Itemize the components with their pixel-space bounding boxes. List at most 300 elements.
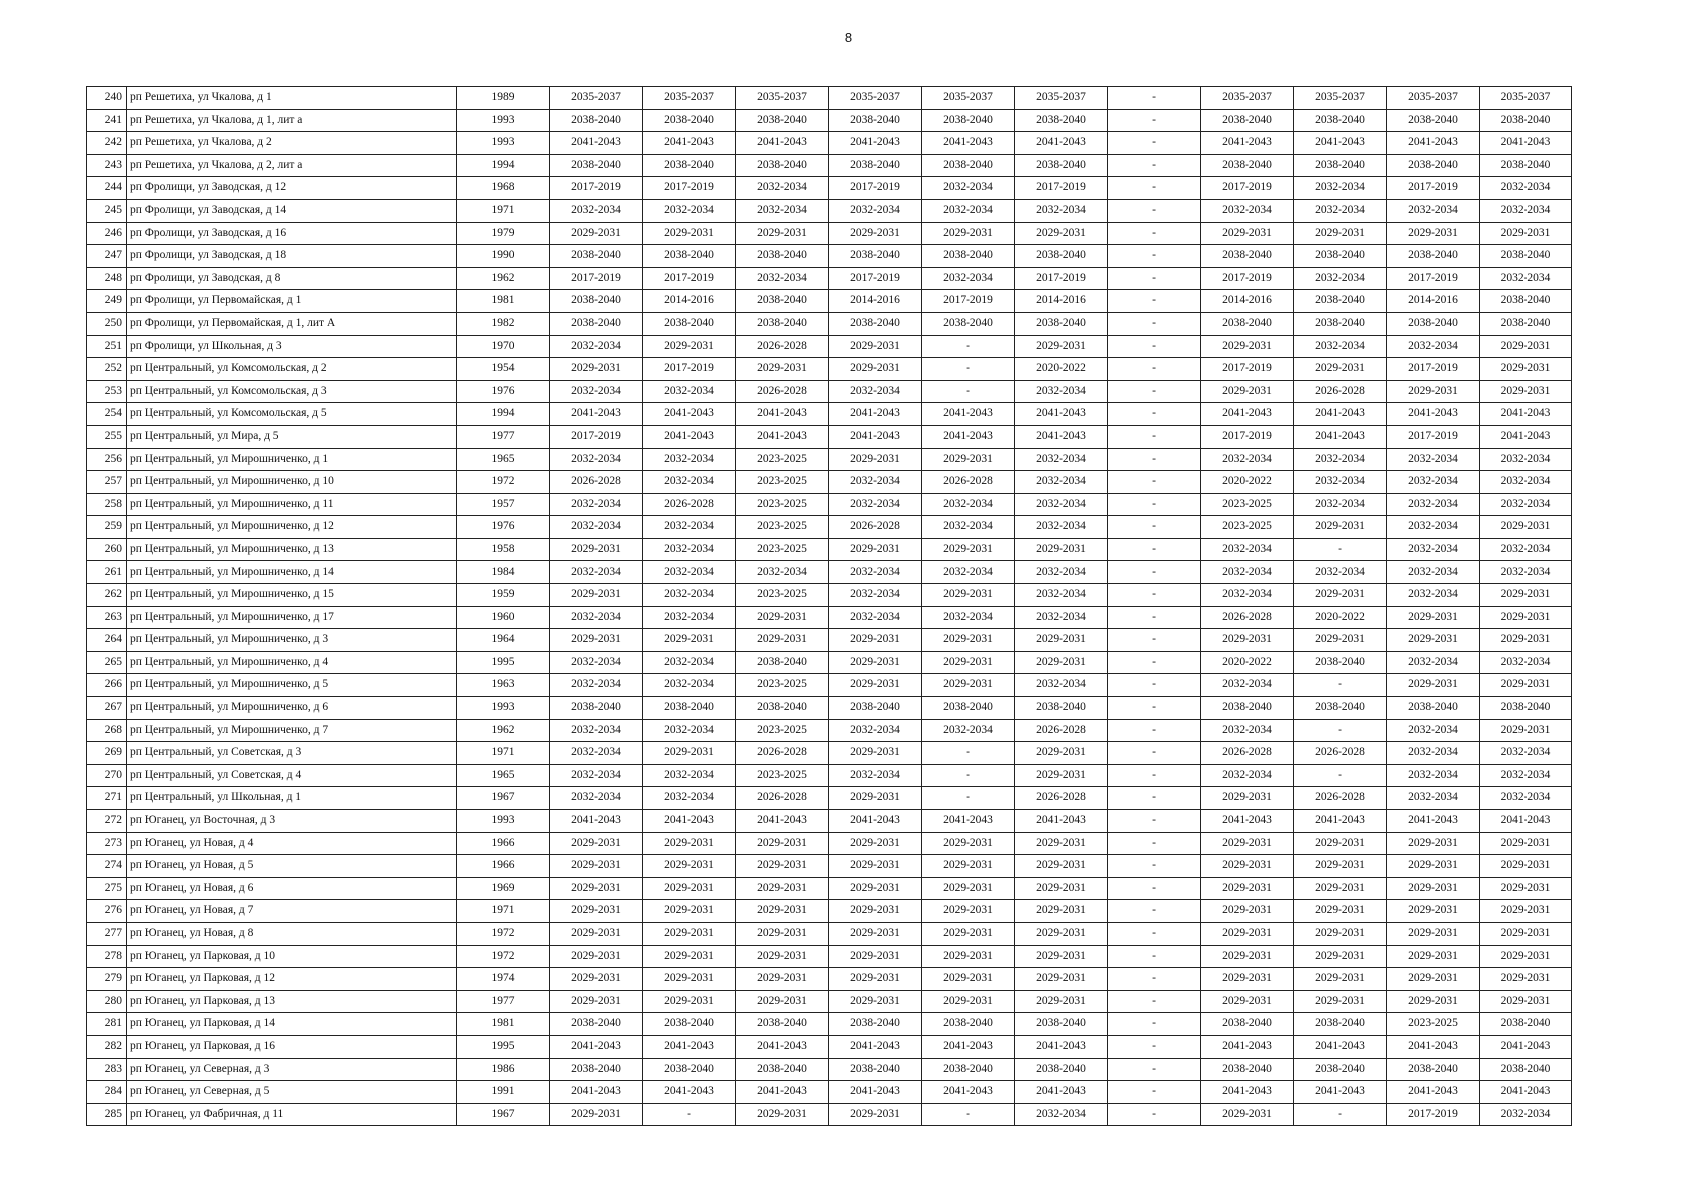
period-cell-9: 2020-2022 bbox=[1294, 606, 1387, 629]
row-number-cell: 273 bbox=[87, 832, 127, 855]
period-cell-6: 2014-2016 bbox=[1015, 290, 1108, 313]
address-cell: рп Фролищи, ул Первомайская, д 1, лит А bbox=[127, 312, 457, 335]
period-cell-8: 2029-2031 bbox=[1201, 900, 1294, 923]
row-number-cell: 271 bbox=[87, 787, 127, 810]
period-cell-6: 2041-2043 bbox=[1015, 1035, 1108, 1058]
period-cell-2: 2026-2028 bbox=[643, 493, 736, 516]
period-cell-7: - bbox=[1108, 719, 1201, 742]
period-cell-1: 2029-2031 bbox=[550, 968, 643, 991]
table-row bbox=[87, 855, 1572, 878]
period-cell-11: 2029-2031 bbox=[1480, 990, 1572, 1013]
table-row bbox=[87, 222, 1572, 245]
address-cell: рп Юганец, ул Новая, д 5 bbox=[127, 855, 457, 878]
period-cell-11: 2038-2040 bbox=[1480, 312, 1572, 335]
period-cell-6: 2032-2034 bbox=[1015, 471, 1108, 494]
row-number-cell: 267 bbox=[87, 697, 127, 720]
period-cell-2: 2029-2031 bbox=[643, 832, 736, 855]
address-cell: рп Юганец, ул Фабричная, д 11 bbox=[127, 1103, 457, 1126]
build-year-cell: 1981 bbox=[457, 1013, 550, 1036]
period-cell-9: 2032-2034 bbox=[1294, 561, 1387, 584]
address-cell: рп Центральный, ул Комсомольская, д 5 bbox=[127, 403, 457, 426]
row-number-cell: 283 bbox=[87, 1058, 127, 1081]
period-cell-10: 2029-2031 bbox=[1387, 877, 1480, 900]
period-cell-11: 2032-2034 bbox=[1480, 1103, 1572, 1126]
period-cell-8: 2023-2025 bbox=[1201, 493, 1294, 516]
period-cell-9: 2029-2031 bbox=[1294, 516, 1387, 539]
table-row bbox=[87, 448, 1572, 471]
address-cell: рп Юганец, ул Парковая, д 10 bbox=[127, 945, 457, 968]
period-cell-7: - bbox=[1108, 312, 1201, 335]
period-cell-4: 2029-2031 bbox=[829, 674, 922, 697]
row-number-cell: 259 bbox=[87, 516, 127, 539]
period-cell-11: 2029-2031 bbox=[1480, 380, 1572, 403]
period-cell-10: 2029-2031 bbox=[1387, 674, 1480, 697]
period-cell-4: 2029-2031 bbox=[829, 855, 922, 878]
period-cell-2: 2032-2034 bbox=[643, 764, 736, 787]
period-cell-4: 2041-2043 bbox=[829, 1035, 922, 1058]
build-year-cell: 1976 bbox=[457, 380, 550, 403]
period-cell-8: 2029-2031 bbox=[1201, 877, 1294, 900]
table-row bbox=[87, 403, 1572, 426]
period-cell-8: 2041-2043 bbox=[1201, 1035, 1294, 1058]
period-cell-10: 2041-2043 bbox=[1387, 403, 1480, 426]
period-cell-4: 2029-2031 bbox=[829, 358, 922, 381]
period-cell-3: 2023-2025 bbox=[736, 584, 829, 607]
period-cell-1: 2029-2031 bbox=[550, 900, 643, 923]
period-cell-11: 2029-2031 bbox=[1480, 855, 1572, 878]
period-cell-6: 2029-2031 bbox=[1015, 629, 1108, 652]
period-cell-5: - bbox=[922, 764, 1015, 787]
address-cell: рп Центральный, ул Мира, д 5 bbox=[127, 425, 457, 448]
table-row bbox=[87, 900, 1572, 923]
row-number-cell: 284 bbox=[87, 1081, 127, 1104]
period-cell-9: 2029-2031 bbox=[1294, 832, 1387, 855]
period-cell-10: 2038-2040 bbox=[1387, 154, 1480, 177]
period-cell-7: - bbox=[1108, 471, 1201, 494]
period-cell-8: 2029-2031 bbox=[1201, 629, 1294, 652]
build-year-cell: 1979 bbox=[457, 222, 550, 245]
period-cell-1: 2035-2037 bbox=[550, 87, 643, 110]
period-cell-7: - bbox=[1108, 561, 1201, 584]
build-year-cell: 1962 bbox=[457, 719, 550, 742]
build-year-cell: 1958 bbox=[457, 538, 550, 561]
period-cell-7: - bbox=[1108, 403, 1201, 426]
period-cell-8: 2038-2040 bbox=[1201, 697, 1294, 720]
period-cell-10: 2017-2019 bbox=[1387, 1103, 1480, 1126]
address-cell: рп Центральный, ул Мирошниченко, д 10 bbox=[127, 471, 457, 494]
period-cell-8: 2020-2022 bbox=[1201, 651, 1294, 674]
period-cell-4: 2029-2031 bbox=[829, 990, 922, 1013]
period-cell-2: 2029-2031 bbox=[643, 629, 736, 652]
period-cell-4: 2041-2043 bbox=[829, 425, 922, 448]
period-cell-6: 2029-2031 bbox=[1015, 990, 1108, 1013]
row-number-cell: 279 bbox=[87, 968, 127, 991]
period-cell-10: 2038-2040 bbox=[1387, 109, 1480, 132]
table-row bbox=[87, 177, 1572, 200]
period-cell-6: 2029-2031 bbox=[1015, 968, 1108, 991]
period-cell-6: 2029-2031 bbox=[1015, 651, 1108, 674]
period-cell-7: - bbox=[1108, 945, 1201, 968]
row-number-cell: 269 bbox=[87, 742, 127, 765]
table-row bbox=[87, 945, 1572, 968]
period-cell-11: 2029-2031 bbox=[1480, 900, 1572, 923]
period-cell-2: 2038-2040 bbox=[643, 109, 736, 132]
period-cell-7: - bbox=[1108, 538, 1201, 561]
period-cell-1: 2029-2031 bbox=[550, 358, 643, 381]
build-year-cell: 1967 bbox=[457, 787, 550, 810]
period-cell-2: 2032-2034 bbox=[643, 561, 736, 584]
period-cell-3: 2029-2031 bbox=[736, 1103, 829, 1126]
period-cell-10: 2029-2031 bbox=[1387, 832, 1480, 855]
period-cell-7: - bbox=[1108, 267, 1201, 290]
period-cell-6: 2038-2040 bbox=[1015, 697, 1108, 720]
period-cell-10: 2029-2031 bbox=[1387, 380, 1480, 403]
period-cell-7: - bbox=[1108, 448, 1201, 471]
period-cell-3: 2023-2025 bbox=[736, 538, 829, 561]
period-cell-5: 2041-2043 bbox=[922, 810, 1015, 833]
period-cell-10: 2029-2031 bbox=[1387, 855, 1480, 878]
table-row bbox=[87, 538, 1572, 561]
period-cell-10: 2032-2034 bbox=[1387, 584, 1480, 607]
period-cell-7: - bbox=[1108, 87, 1201, 110]
period-cell-6: 2029-2031 bbox=[1015, 538, 1108, 561]
address-cell: рп Решетиха, ул Чкалова, д 1 bbox=[127, 87, 457, 110]
table-row bbox=[87, 1035, 1572, 1058]
address-cell: рп Центральный, ул Мирошниченко, д 13 bbox=[127, 538, 457, 561]
period-cell-5: - bbox=[922, 787, 1015, 810]
table-row bbox=[87, 719, 1572, 742]
row-number-cell: 285 bbox=[87, 1103, 127, 1126]
address-cell: рп Центральный, ул Мирошниченко, д 12 bbox=[127, 516, 457, 539]
row-number-cell: 241 bbox=[87, 109, 127, 132]
period-cell-9: 2035-2037 bbox=[1294, 87, 1387, 110]
row-number-cell: 251 bbox=[87, 335, 127, 358]
period-cell-2: 2038-2040 bbox=[643, 1013, 736, 1036]
period-cell-8: 2023-2025 bbox=[1201, 516, 1294, 539]
period-cell-7: - bbox=[1108, 1058, 1201, 1081]
address-cell: рп Центральный, ул Мирошниченко, д 17 bbox=[127, 606, 457, 629]
period-cell-9: 2041-2043 bbox=[1294, 1081, 1387, 1104]
period-cell-2: 2032-2034 bbox=[643, 674, 736, 697]
period-cell-6: 2041-2043 bbox=[1015, 425, 1108, 448]
period-cell-8: 2017-2019 bbox=[1201, 425, 1294, 448]
row-number-cell: 242 bbox=[87, 132, 127, 155]
table-row bbox=[87, 109, 1572, 132]
row-number-cell: 282 bbox=[87, 1035, 127, 1058]
period-cell-6: 2029-2031 bbox=[1015, 832, 1108, 855]
period-cell-8: 2029-2031 bbox=[1201, 787, 1294, 810]
period-cell-5: 2029-2031 bbox=[922, 674, 1015, 697]
period-cell-8: 2029-2031 bbox=[1201, 832, 1294, 855]
table-row bbox=[87, 787, 1572, 810]
period-cell-7: - bbox=[1108, 651, 1201, 674]
period-cell-10: 2032-2034 bbox=[1387, 493, 1480, 516]
period-cell-4: 2032-2034 bbox=[829, 493, 922, 516]
period-cell-9: 2032-2034 bbox=[1294, 335, 1387, 358]
period-cell-1: 2032-2034 bbox=[550, 516, 643, 539]
address-cell: рп Юганец, ул Новая, д 4 bbox=[127, 832, 457, 855]
period-cell-6: 2029-2031 bbox=[1015, 742, 1108, 765]
period-cell-1: 2032-2034 bbox=[550, 606, 643, 629]
period-cell-6: 2029-2031 bbox=[1015, 855, 1108, 878]
table-row bbox=[87, 584, 1572, 607]
period-cell-4: 2029-2031 bbox=[829, 877, 922, 900]
build-year-cell: 1977 bbox=[457, 425, 550, 448]
period-cell-7: - bbox=[1108, 877, 1201, 900]
period-cell-9: 2038-2040 bbox=[1294, 651, 1387, 674]
period-cell-9: 2029-2031 bbox=[1294, 990, 1387, 1013]
period-cell-9: 2032-2034 bbox=[1294, 199, 1387, 222]
period-cell-6: 2032-2034 bbox=[1015, 1103, 1108, 1126]
period-cell-1: 2038-2040 bbox=[550, 312, 643, 335]
period-cell-10: 2032-2034 bbox=[1387, 742, 1480, 765]
period-cell-9: 2041-2043 bbox=[1294, 403, 1387, 426]
row-number-cell: 246 bbox=[87, 222, 127, 245]
build-year-cell: 1984 bbox=[457, 561, 550, 584]
row-number-cell: 252 bbox=[87, 358, 127, 381]
address-cell: рп Центральный, ул Мирошниченко, д 6 bbox=[127, 697, 457, 720]
period-cell-4: 2038-2040 bbox=[829, 109, 922, 132]
period-cell-6: 2032-2034 bbox=[1015, 493, 1108, 516]
period-cell-8: 2029-2031 bbox=[1201, 335, 1294, 358]
period-cell-11: 2029-2031 bbox=[1480, 516, 1572, 539]
period-cell-10: 2029-2031 bbox=[1387, 222, 1480, 245]
build-year-cell: 1995 bbox=[457, 1035, 550, 1058]
table-row bbox=[87, 335, 1572, 358]
period-cell-7: - bbox=[1108, 606, 1201, 629]
period-cell-4: 2041-2043 bbox=[829, 132, 922, 155]
period-cell-4: 2029-2031 bbox=[829, 1103, 922, 1126]
period-cell-5: 2029-2031 bbox=[922, 968, 1015, 991]
period-cell-3: 2041-2043 bbox=[736, 132, 829, 155]
period-cell-2: 2041-2043 bbox=[643, 403, 736, 426]
table-row bbox=[87, 651, 1572, 674]
period-cell-3: 2029-2031 bbox=[736, 922, 829, 945]
address-cell: рп Юганец, ул Новая, д 6 bbox=[127, 877, 457, 900]
row-number-cell: 256 bbox=[87, 448, 127, 471]
period-cell-3: 2038-2040 bbox=[736, 290, 829, 313]
period-cell-8: 2041-2043 bbox=[1201, 132, 1294, 155]
period-cell-6: 2032-2034 bbox=[1015, 448, 1108, 471]
address-cell: рп Центральный, ул Мирошниченко, д 4 bbox=[127, 651, 457, 674]
period-cell-5: 2029-2031 bbox=[922, 900, 1015, 923]
period-cell-7: - bbox=[1108, 335, 1201, 358]
period-cell-11: 2041-2043 bbox=[1480, 403, 1572, 426]
period-cell-8: 2038-2040 bbox=[1201, 154, 1294, 177]
row-number-cell: 261 bbox=[87, 561, 127, 584]
build-year-cell: 1965 bbox=[457, 764, 550, 787]
period-cell-7: - bbox=[1108, 629, 1201, 652]
period-cell-8: 2041-2043 bbox=[1201, 403, 1294, 426]
period-cell-6: 2029-2031 bbox=[1015, 945, 1108, 968]
period-cell-2: 2032-2034 bbox=[643, 380, 736, 403]
period-cell-2: 2038-2040 bbox=[643, 154, 736, 177]
period-cell-1: 2032-2034 bbox=[550, 493, 643, 516]
period-cell-5: 2029-2031 bbox=[922, 584, 1015, 607]
build-year-cell: 1994 bbox=[457, 403, 550, 426]
build-year-cell: 1990 bbox=[457, 245, 550, 268]
build-year-cell: 1977 bbox=[457, 990, 550, 1013]
period-cell-6: 2020-2022 bbox=[1015, 358, 1108, 381]
period-cell-1: 2038-2040 bbox=[550, 1058, 643, 1081]
period-cell-8: 2020-2022 bbox=[1201, 471, 1294, 494]
period-cell-2: 2029-2031 bbox=[643, 855, 736, 878]
period-cell-11: 2038-2040 bbox=[1480, 154, 1572, 177]
period-cell-5: 2032-2034 bbox=[922, 719, 1015, 742]
period-cell-5: 2029-2031 bbox=[922, 651, 1015, 674]
period-cell-9: 2032-2034 bbox=[1294, 267, 1387, 290]
period-cell-6: 2032-2034 bbox=[1015, 199, 1108, 222]
period-cell-4: 2032-2034 bbox=[829, 584, 922, 607]
period-cell-2: 2041-2043 bbox=[643, 810, 736, 833]
period-cell-7: - bbox=[1108, 358, 1201, 381]
period-cell-1: 2026-2028 bbox=[550, 471, 643, 494]
period-cell-1: 2041-2043 bbox=[550, 1035, 643, 1058]
period-cell-5: 2041-2043 bbox=[922, 1035, 1015, 1058]
address-cell: рп Решетиха, ул Чкалова, д 2, лит а bbox=[127, 154, 457, 177]
period-cell-11: 2038-2040 bbox=[1480, 245, 1572, 268]
period-cell-6: 2038-2040 bbox=[1015, 154, 1108, 177]
period-cell-7: - bbox=[1108, 990, 1201, 1013]
period-cell-9: - bbox=[1294, 719, 1387, 742]
period-cell-1: 2029-2031 bbox=[550, 922, 643, 945]
row-number-cell: 275 bbox=[87, 877, 127, 900]
page-number: 8 bbox=[844, 30, 853, 45]
row-number-cell: 243 bbox=[87, 154, 127, 177]
address-cell: рп Фролищи, ул Заводская, д 8 bbox=[127, 267, 457, 290]
table-row bbox=[87, 425, 1572, 448]
table-row bbox=[87, 267, 1572, 290]
period-cell-4: 2032-2034 bbox=[829, 719, 922, 742]
period-cell-1: 2029-2031 bbox=[550, 990, 643, 1013]
period-cell-6: 2038-2040 bbox=[1015, 245, 1108, 268]
period-cell-3: 2023-2025 bbox=[736, 764, 829, 787]
period-cell-5: 2038-2040 bbox=[922, 697, 1015, 720]
period-cell-8: 2017-2019 bbox=[1201, 267, 1294, 290]
period-cell-9: - bbox=[1294, 1103, 1387, 1126]
period-cell-9: 2032-2034 bbox=[1294, 471, 1387, 494]
period-cell-7: - bbox=[1108, 697, 1201, 720]
period-cell-1: 2041-2043 bbox=[550, 1081, 643, 1104]
period-cell-9: 2029-2031 bbox=[1294, 358, 1387, 381]
period-cell-4: 2029-2031 bbox=[829, 629, 922, 652]
row-number-cell: 262 bbox=[87, 584, 127, 607]
period-cell-4: 2032-2034 bbox=[829, 764, 922, 787]
period-cell-9: - bbox=[1294, 674, 1387, 697]
period-cell-8: 2032-2034 bbox=[1201, 448, 1294, 471]
period-cell-8: 2032-2034 bbox=[1201, 764, 1294, 787]
period-cell-6: 2032-2034 bbox=[1015, 380, 1108, 403]
period-cell-8: 2026-2028 bbox=[1201, 742, 1294, 765]
period-cell-8: 2041-2043 bbox=[1201, 810, 1294, 833]
period-cell-5: 2029-2031 bbox=[922, 222, 1015, 245]
period-cell-7: - bbox=[1108, 1013, 1201, 1036]
period-cell-5: 2032-2034 bbox=[922, 606, 1015, 629]
address-cell: рп Центральный, ул Мирошниченко, д 7 bbox=[127, 719, 457, 742]
period-cell-10: 2017-2019 bbox=[1387, 177, 1480, 200]
period-cell-11: 2029-2031 bbox=[1480, 222, 1572, 245]
period-cell-1: 2041-2043 bbox=[550, 132, 643, 155]
period-cell-4: 2041-2043 bbox=[829, 810, 922, 833]
period-cell-5: - bbox=[922, 335, 1015, 358]
period-cell-11: 2041-2043 bbox=[1480, 1081, 1572, 1104]
address-cell: рп Центральный, ул Комсомольская, д 3 bbox=[127, 380, 457, 403]
period-cell-8: 2032-2034 bbox=[1201, 199, 1294, 222]
period-cell-3: 2023-2025 bbox=[736, 719, 829, 742]
period-cell-3: 2029-2031 bbox=[736, 855, 829, 878]
period-cell-4: 2032-2034 bbox=[829, 471, 922, 494]
period-cell-9: 2032-2034 bbox=[1294, 493, 1387, 516]
period-cell-3: 2029-2031 bbox=[736, 629, 829, 652]
period-cell-6: 2038-2040 bbox=[1015, 1058, 1108, 1081]
period-cell-2: 2032-2034 bbox=[643, 584, 736, 607]
period-cell-4: 2014-2016 bbox=[829, 290, 922, 313]
period-cell-11: 2029-2031 bbox=[1480, 877, 1572, 900]
period-cell-9: 2038-2040 bbox=[1294, 290, 1387, 313]
period-cell-5: 2032-2034 bbox=[922, 516, 1015, 539]
period-cell-6: 2035-2037 bbox=[1015, 87, 1108, 110]
period-cell-10: 2032-2034 bbox=[1387, 448, 1480, 471]
period-cell-6: 2038-2040 bbox=[1015, 312, 1108, 335]
row-number-cell: 264 bbox=[87, 629, 127, 652]
period-cell-3: 2038-2040 bbox=[736, 1013, 829, 1036]
address-cell: рп Фролищи, ул Школьная, д 3 bbox=[127, 335, 457, 358]
period-cell-9: - bbox=[1294, 538, 1387, 561]
period-cell-11: 2032-2034 bbox=[1480, 651, 1572, 674]
period-cell-3: 2023-2025 bbox=[736, 471, 829, 494]
period-cell-1: 2032-2034 bbox=[550, 719, 643, 742]
period-cell-8: 2029-2031 bbox=[1201, 968, 1294, 991]
build-year-cell: 1995 bbox=[457, 651, 550, 674]
period-cell-9: 2029-2031 bbox=[1294, 877, 1387, 900]
table-row bbox=[87, 1103, 1572, 1126]
period-cell-10: 2032-2034 bbox=[1387, 538, 1480, 561]
table-row bbox=[87, 810, 1572, 833]
period-cell-3: 2029-2031 bbox=[736, 222, 829, 245]
period-cell-10: 2029-2031 bbox=[1387, 945, 1480, 968]
build-year-cell: 1971 bbox=[457, 199, 550, 222]
period-cell-11: 2038-2040 bbox=[1480, 1058, 1572, 1081]
period-cell-1: 2041-2043 bbox=[550, 810, 643, 833]
period-cell-3: 2041-2043 bbox=[736, 425, 829, 448]
period-cell-9: 2041-2043 bbox=[1294, 425, 1387, 448]
period-cell-2: 2029-2031 bbox=[643, 742, 736, 765]
period-cell-3: 2026-2028 bbox=[736, 787, 829, 810]
period-cell-9: 2029-2031 bbox=[1294, 900, 1387, 923]
period-cell-1: 2038-2040 bbox=[550, 290, 643, 313]
period-cell-3: 2026-2028 bbox=[736, 380, 829, 403]
period-cell-10: 2041-2043 bbox=[1387, 1035, 1480, 1058]
period-cell-10: 2032-2034 bbox=[1387, 651, 1480, 674]
period-cell-9: 2029-2031 bbox=[1294, 922, 1387, 945]
period-cell-3: 2038-2040 bbox=[736, 697, 829, 720]
table-row bbox=[87, 990, 1572, 1013]
period-cell-8: 2032-2034 bbox=[1201, 674, 1294, 697]
period-cell-10: 2029-2031 bbox=[1387, 968, 1480, 991]
period-cell-10: 2035-2037 bbox=[1387, 87, 1480, 110]
period-cell-5: 2026-2028 bbox=[922, 471, 1015, 494]
address-cell: рп Юганец, ул Северная, д 5 bbox=[127, 1081, 457, 1104]
period-cell-10: 2041-2043 bbox=[1387, 810, 1480, 833]
period-cell-2: 2032-2034 bbox=[643, 448, 736, 471]
period-cell-9: 2038-2040 bbox=[1294, 697, 1387, 720]
address-cell: рп Центральный, ул Мирошниченко, д 15 bbox=[127, 584, 457, 607]
period-cell-6: 2029-2031 bbox=[1015, 764, 1108, 787]
period-cell-3: 2026-2028 bbox=[736, 335, 829, 358]
period-cell-4: 2029-2031 bbox=[829, 968, 922, 991]
period-cell-7: - bbox=[1108, 832, 1201, 855]
table-row bbox=[87, 245, 1572, 268]
